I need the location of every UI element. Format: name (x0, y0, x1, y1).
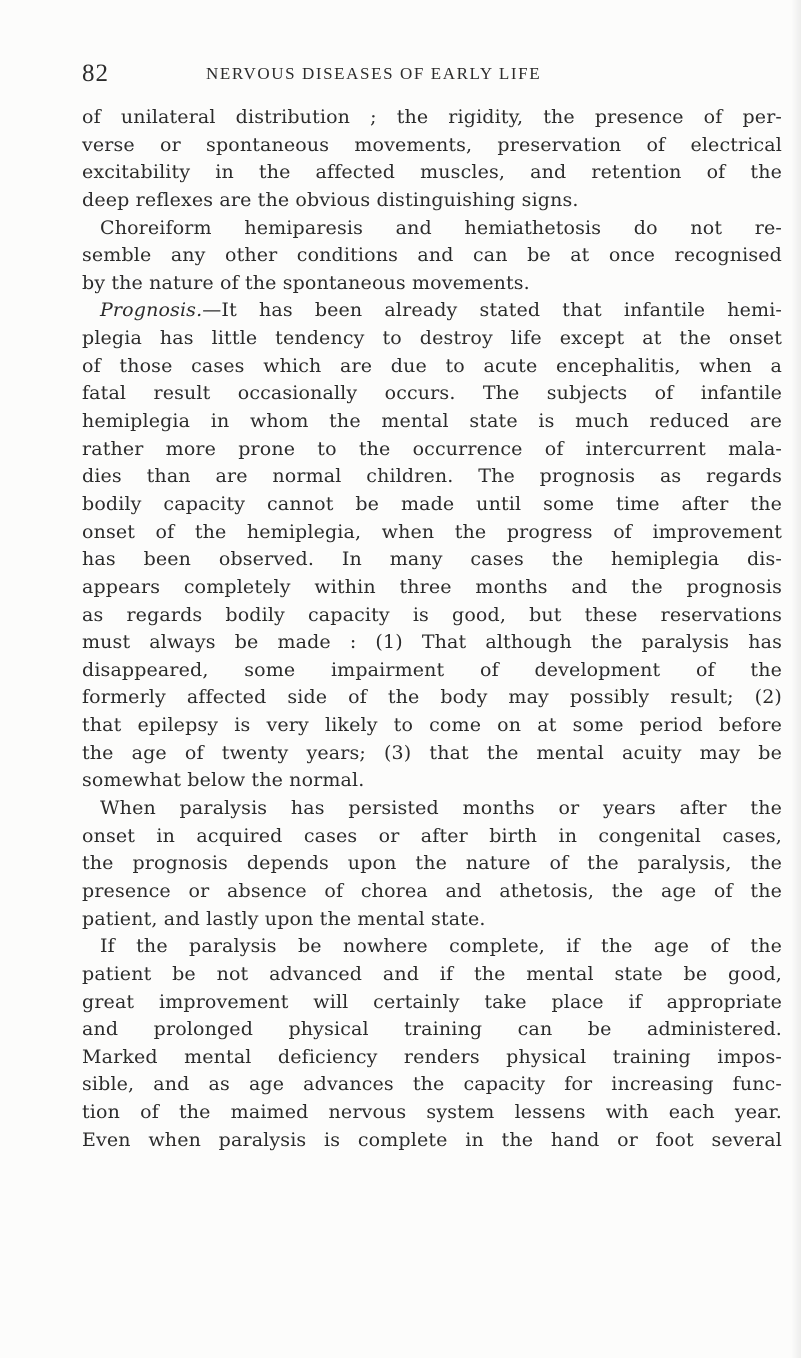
text-line: excitability in the affected muscles, and retention of the (82, 161, 782, 184)
text-line: fatal result occasionally occurs. The subjects of infantile (82, 382, 782, 405)
text-line: patient be not advanced and if the mental state be good, (82, 962, 782, 985)
text-line: When paralysis has persisted months or years after the (100, 797, 782, 820)
text-line: the prognosis depends upon the nature of the paralysis, the (82, 852, 782, 875)
text-line: plegia has little tendency to destroy life except at the onset (82, 327, 782, 350)
text-line: somewhat below the normal. (82, 769, 365, 792)
text-line: formerly affected side of the body may possibly result; (2) (82, 686, 782, 709)
running-head: NERVOUS DISEASES OF EARLY LIFE (206, 64, 542, 83)
text-line: of those cases which are due to acute encephalitis, when a (82, 354, 782, 377)
page-number: 82 (82, 60, 109, 87)
text-line: the age of twenty years; (3) that the mental acuity may be (82, 741, 782, 764)
text-line: as regards bodily capacity is good, but these reservations (82, 603, 782, 626)
prognosis-heading: Prognosis. (100, 299, 203, 322)
body-text (82, 104, 782, 1154)
text-line: If the paralysis be nowhere complete, if the age of the (100, 935, 782, 958)
text-line: sible, and as age advances the capacity for increasing func- (82, 1073, 782, 1096)
text-line: Marked mental deficiency renders physical training impos- (82, 1045, 782, 1068)
text-line: great improvement will certainly take place if appropriate (82, 990, 782, 1013)
text-line: onset of the hemiplegia, when the progress of improvement (82, 520, 782, 543)
text-line: rather more prone to the occurrence of intercurrent mala- (82, 437, 782, 460)
text-line: that epilepsy is very likely to come on at some period before (82, 714, 782, 737)
page-header (68, 60, 728, 90)
text-line: disappeared, some impairment of development of the (82, 658, 782, 681)
text-line: must always be made : (1) That although the paralysis has (82, 631, 782, 654)
text-line: and prolonged physical training can be administered. (82, 1018, 782, 1041)
text-line: deep reflexes are the obvious distinguishing signs. (82, 188, 579, 211)
text-line: tion of the maimed nervous system lessens with each year. (82, 1101, 782, 1124)
text-line: of unilateral distribution ; the rigidity, the presence of per- (82, 106, 782, 128)
text-line: bodily capacity cannot be made until some time after the (82, 492, 782, 515)
text-line: by the nature of the spontaneous movements. (82, 271, 530, 294)
text-line: semble any other conditions and can be at once recognised (82, 244, 782, 267)
page-edge-shadow (791, 0, 801, 1358)
text-line: patient, and lastly upon the mental state. (82, 907, 486, 930)
text-line: verse or spontaneous movements, preservation of electrical (82, 133, 782, 156)
text-line: appears completely within three months and the prognosis (82, 575, 782, 598)
text-line: dies than are normal children. The prognosis as regards (82, 465, 782, 488)
text-line-prognosis (82, 297, 782, 325)
text-line: hemiplegia in whom the mental state is much reduced are (82, 410, 782, 433)
prognosis-line-text: —It has been already stated that infantile hemi- (202, 299, 782, 322)
text-line: Choreiform hemiparesis and hemiathetosis do not re- (100, 216, 782, 239)
text-line: has been observed. In many cases the hemiplegia dis- (82, 548, 782, 571)
text-line: onset in acquired cases or after birth in congenital cases, (82, 824, 782, 847)
text-line: presence or absence of chorea and athetosis, the age of the (82, 879, 782, 902)
text-line: Even when paralysis is complete in the hand or foot several (82, 1128, 782, 1151)
